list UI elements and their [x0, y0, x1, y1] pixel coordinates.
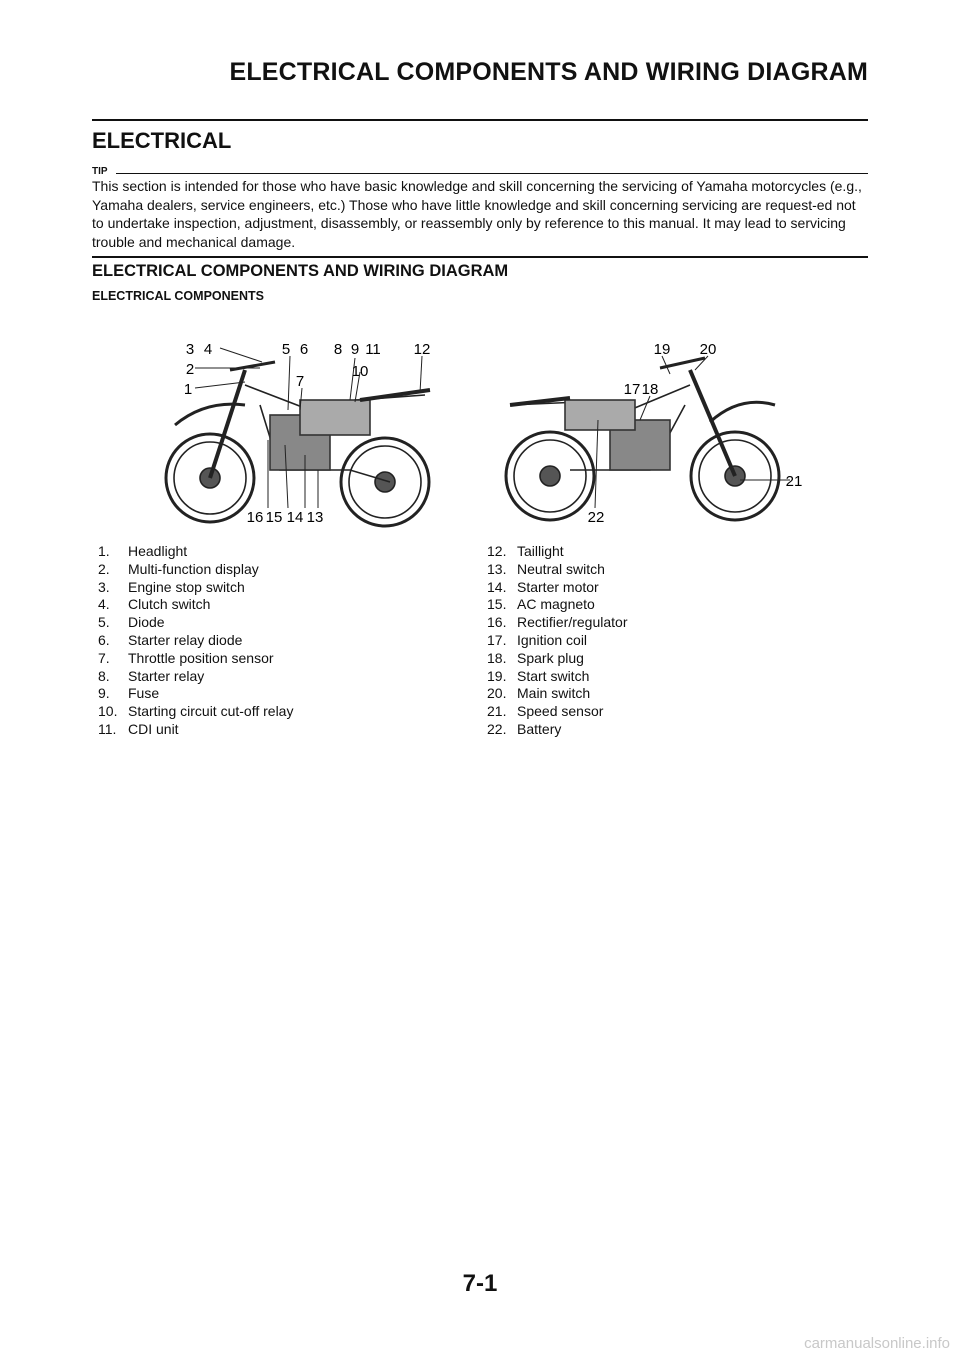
section-title: ELECTRICAL — [92, 128, 232, 153]
callout: 15 — [265, 509, 283, 526]
tip-rule — [116, 173, 868, 174]
callout: 5 — [281, 341, 291, 358]
list-item: 3. Engine stop switch — [98, 578, 245, 595]
callout: 6 — [299, 341, 309, 358]
tip-bottom-rule — [92, 256, 868, 258]
list-item: 17. Ignition coil — [487, 631, 588, 648]
list-item: 8. Starter relay — [98, 667, 205, 684]
list-item: 4. Clutch switch — [98, 596, 211, 613]
list-item: 1. Headlight — [98, 543, 188, 559]
list-item: 12. Taillight — [487, 543, 564, 559]
parts-list-right — [487, 543, 628, 739]
callout: 21 — [785, 473, 803, 490]
tip-label: TIP — [92, 166, 108, 177]
subsubsection-title: ELECTRICAL COMPONENTS — [92, 289, 264, 303]
callout: 20 — [699, 341, 717, 358]
list-item: 13. Neutral switch — [487, 560, 605, 577]
tip-text: This section is intended for those who have basic knowledge and skill concerning the servicing of Yamaha motorcycles (e.g., Yamaha dealers, service engineers, etc.) Those who have little knowledge and skill concerning servicing are request-ed not to undertake inspection, adjustment, disassembly, or reassembly only by reference to this manual. It may lead to servicing trouble and mechanical damage. — [92, 178, 862, 250]
callout: 7 — [295, 373, 305, 390]
list-item: 14. Starter motor — [487, 578, 599, 595]
list-item: 9. Fuse — [98, 685, 160, 702]
callout: 3 — [185, 341, 195, 358]
list-item: 2. Multi-function display — [98, 560, 259, 577]
list-item: 21. Speed sensor — [487, 703, 604, 720]
callout: 11 — [365, 341, 381, 358]
list-item: 10. Starting circuit cut-off relay — [98, 703, 294, 720]
callout: 4 — [203, 341, 213, 358]
callout: 1 — [183, 381, 193, 398]
callout: 2 — [185, 361, 195, 378]
parts-list-left — [98, 543, 293, 739]
list-item: 16. Rectifier/regulator — [487, 614, 628, 631]
list-item: 5. Diode — [98, 614, 165, 631]
callout: 12 — [413, 341, 431, 358]
header-rule — [92, 119, 868, 121]
callout: 9 — [350, 341, 360, 358]
running-header-title: ELECTRICAL COMPONENTS AND WIRING DIAGRAM — [229, 58, 868, 86]
callout: 16 — [246, 509, 264, 526]
subsection-title: ELECTRICAL COMPONENTS AND WIRING DIAGRAM — [92, 262, 509, 280]
callout: 22 — [587, 509, 605, 526]
page-number: 7-1 — [462, 1270, 498, 1297]
list-item: 19. Start switch — [487, 667, 590, 684]
callout: 19 — [653, 341, 671, 358]
callout: 10 — [351, 363, 369, 380]
list-item: 6. Starter relay diode — [98, 631, 243, 648]
list-item: 18. Spark plug — [487, 649, 584, 666]
callout: 18 — [641, 381, 659, 398]
callout: 14 — [286, 509, 304, 526]
list-item: 20. Main switch — [487, 685, 591, 702]
list-item: 7. Throttle position sensor — [98, 649, 274, 666]
list-item: 15. AC magneto — [487, 596, 595, 613]
list-item: 22. Battery — [487, 720, 562, 737]
list-item: 11. CDI unit — [98, 720, 179, 737]
callout: 17 — [623, 381, 641, 398]
callout: 8 — [333, 341, 343, 358]
callout: 13 — [306, 509, 324, 526]
motorcycle-illustration — [150, 330, 810, 530]
watermark[interactable]: carmanualsonline.info — [804, 1335, 950, 1352]
